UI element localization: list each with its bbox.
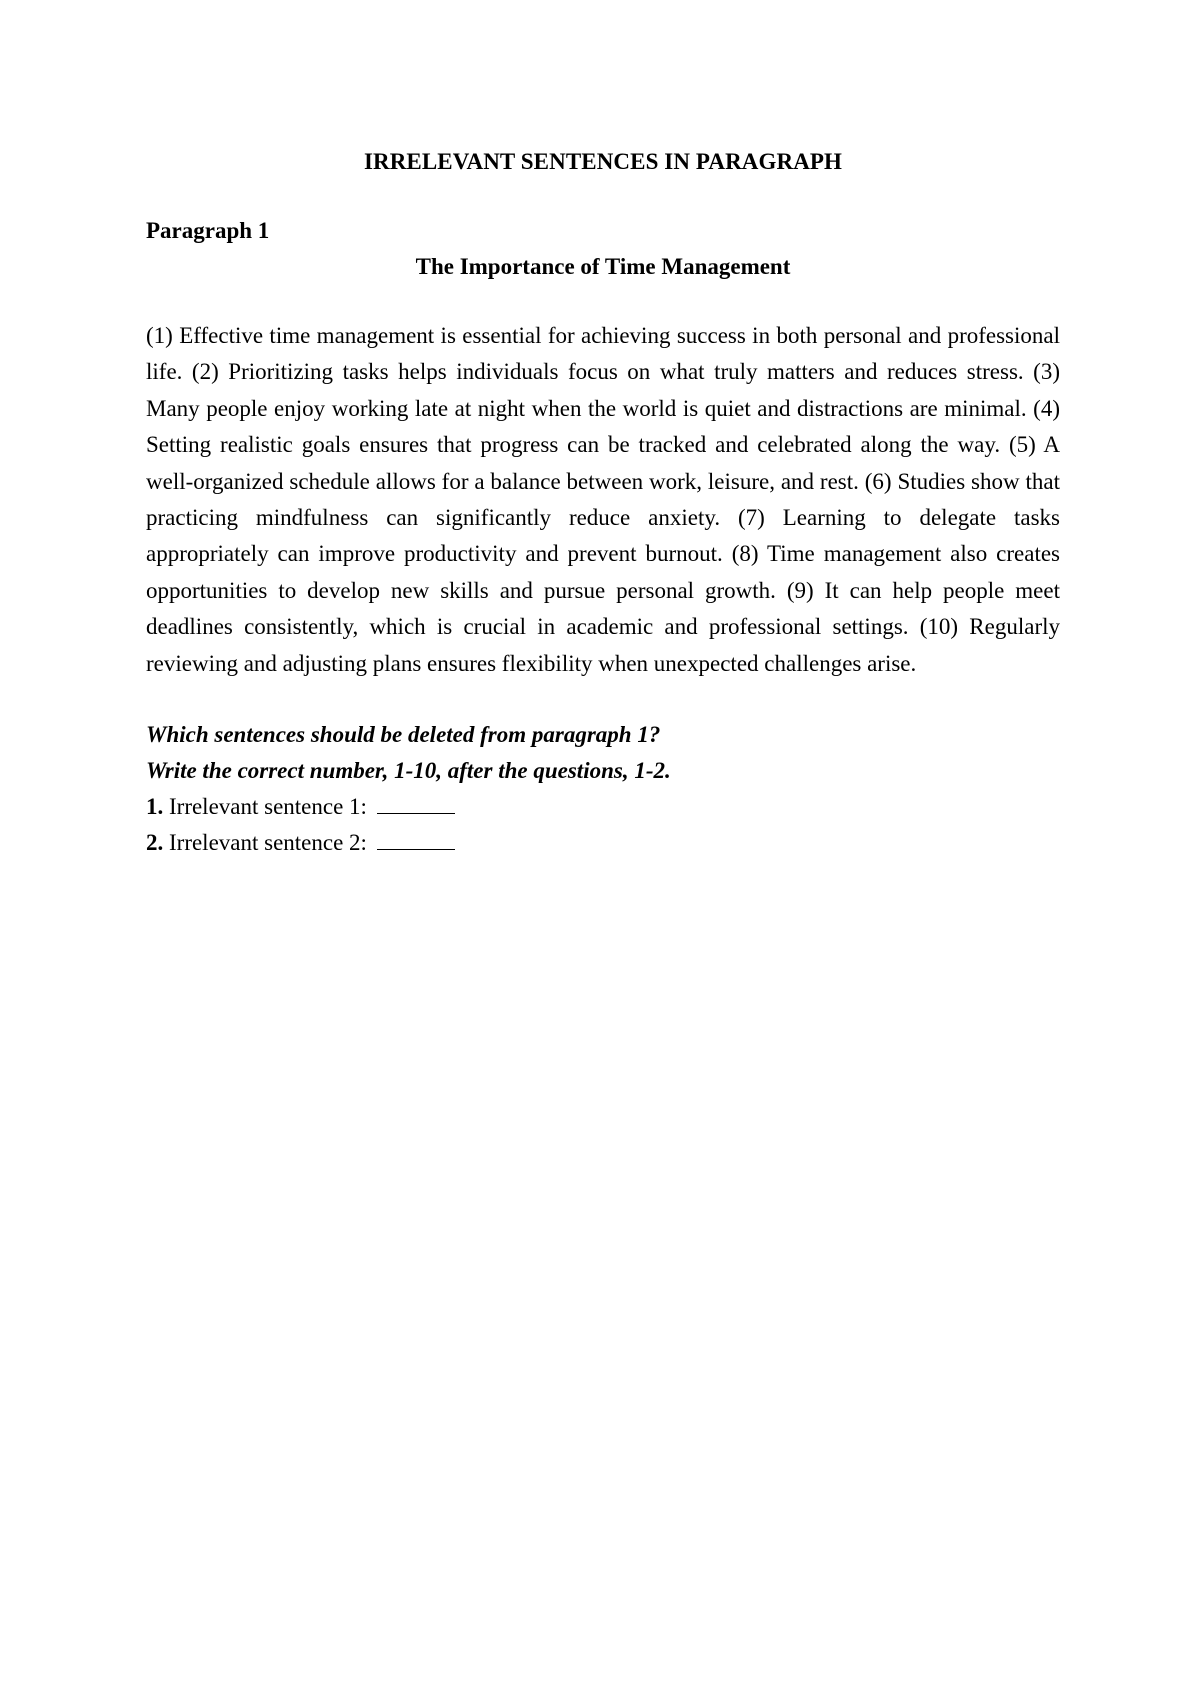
answer-label: Irrelevant sentence 1:	[169, 794, 367, 820]
answer-blank-1[interactable]	[377, 795, 455, 814]
answer-item-1	[146, 789, 1060, 825]
paragraph-label: Paragraph 1	[146, 218, 270, 243]
answer-number: 2.	[146, 830, 164, 856]
document-page	[146, 145, 1060, 861]
answer-item-2	[146, 825, 1060, 861]
paragraph-heading: The Importance of Time Management	[415, 254, 791, 279]
question-line-2: Write the correct number, 1-10, after the questions, 1-2.	[146, 758, 671, 784]
answer-label: Irrelevant sentence 2:	[169, 830, 367, 856]
paragraph-body: (1) Effective time management is essential for achieving success in both personal and professional life. (2) Prioritizing tasks helps individuals focus on what truly matters and reduces stress. (3) Many people enjoy working late at night when the world is quiet and distractions are minimal. (4) Setting realistic goals ensures that progress can be tracked and celebrated along the way. (5) A well-organized schedule allows for a balance between work, leisure, and rest. (6) Studies show that practicing mindfulness can significantly reduce anxiety. (7) Learning to delegate tasks appropriately can improve productivity and prevent burnout. (8) Time management also creates opportunities to develop new skills and pursue personal growth. (9) It can help people meet deadlines consistently, which is crucial in academic and professional settings. (10) Regularly reviewing and adjusting plans ensures flexibility when unexpected challenges arise.	[146, 323, 1060, 676]
answer-number: 1.	[146, 794, 164, 820]
answer-blank-2[interactable]	[377, 831, 455, 850]
question-line-1: Which sentences should be deleted from paragraph 1?	[146, 722, 661, 748]
document-title: IRRELEVANT SENTENCES IN PARAGRAPH	[363, 149, 843, 174]
